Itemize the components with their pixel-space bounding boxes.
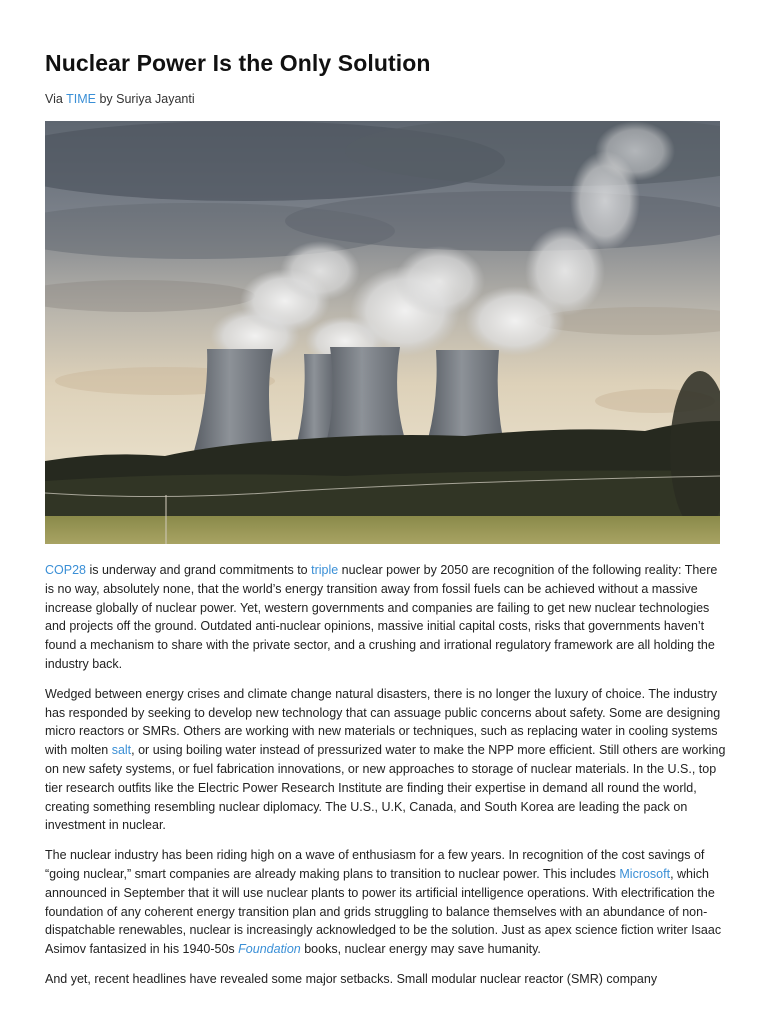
article-title: Nuclear Power Is the Only Solution [45, 50, 431, 76]
paragraph-2 [45, 685, 727, 835]
microsoft-link[interactable]: Microsoft [619, 866, 671, 881]
salt-link[interactable]: salt [111, 743, 132, 758]
source-link[interactable]: TIME [66, 92, 96, 106]
paragraph-3-text-a: The nuclear industry has been riding high on a wave of enthusiasm for a few years. In recognition of the cost savings of “going nuclear,” smart companies are already making plans to transition to nuclear power. This includes [45, 848, 705, 881]
paragraph-3-text-c: books, nuclear energy may save humanity. [300, 942, 541, 957]
paragraph-1-text-a: is underway and grand commitments to [86, 563, 312, 577]
hero-image [45, 121, 720, 544]
paragraph-4-text-a: And yet, recent headlines have revealed some major setbacks. Small modular nuclear reactor (SMR) company [45, 971, 658, 986]
byline-prefix: Via [45, 92, 63, 106]
foundation-title: Foundation [238, 942, 301, 957]
article-body [45, 561, 727, 1000]
paragraph-1-text-b: nuclear power by 2050 are recognition of the following reality: There is no way, absolutely none, that the world’s energy transition away from fossil fuels can be achieved without a massive increase globally of nuclear power. Yet, western governments and companies are failing to get new nuclear technologies and projects off the ground. Outdated anti-nuclear opinions, massive initial capital costs, risks that governments haven’t found a mechanism to share with the private sector, and a crushing and irrational regulatory framework are all holding the industry back. [45, 563, 718, 671]
cooling-towers-illustration [45, 121, 720, 544]
byline [45, 92, 195, 106]
triple-link[interactable]: triple [311, 563, 339, 577]
byline-author: by Suriya Jayanti [99, 92, 195, 106]
paragraph-1 [45, 561, 727, 674]
paragraph-3 [45, 846, 727, 959]
paragraph-2-text-a: Wedged between energy crises and climate change natural disasters, there is no longer the luxury of choice. The industry has responded by seeking to develop new technology that can assuage public concerns about safety. Some are designing micro reactors or SMRs. Others are working with new materials or techniques, such as replacing water in cooling systems with molten [45, 686, 721, 758]
paragraph-2-text-b: , or using boiling water instead of pressurized water to make the NPP more efficient. Still others are working on new safety systems, or fuel fabrication innovations, or new approaches to storage of nuclear materials. In the U.S., top tier research outfits like the Electric Power Research Institute are finding their expertise in demand all round the world, creating something resembling nuclear diplomacy. The U.S., U.K, Canada, and South Korea are leading the pack on investment in nuclear. [45, 743, 726, 833]
foundation-link[interactable] [238, 942, 301, 956]
paragraph-3-text-b: , which announced in September that it will use nuclear plants to power its artificial intelligence operations. With electrification the foundation of any coherent energy transition plan and grids struggling to balance themselves with an abundance of non-dispatchable renewables, nuclear is increasingly acknowledged to be the solution. Just as apex science fiction writer Isaac Asimov fantasized in his 1940-50s [45, 866, 722, 957]
paragraph-4 [45, 970, 727, 989]
cop28-link[interactable]: COP28 [45, 563, 86, 577]
